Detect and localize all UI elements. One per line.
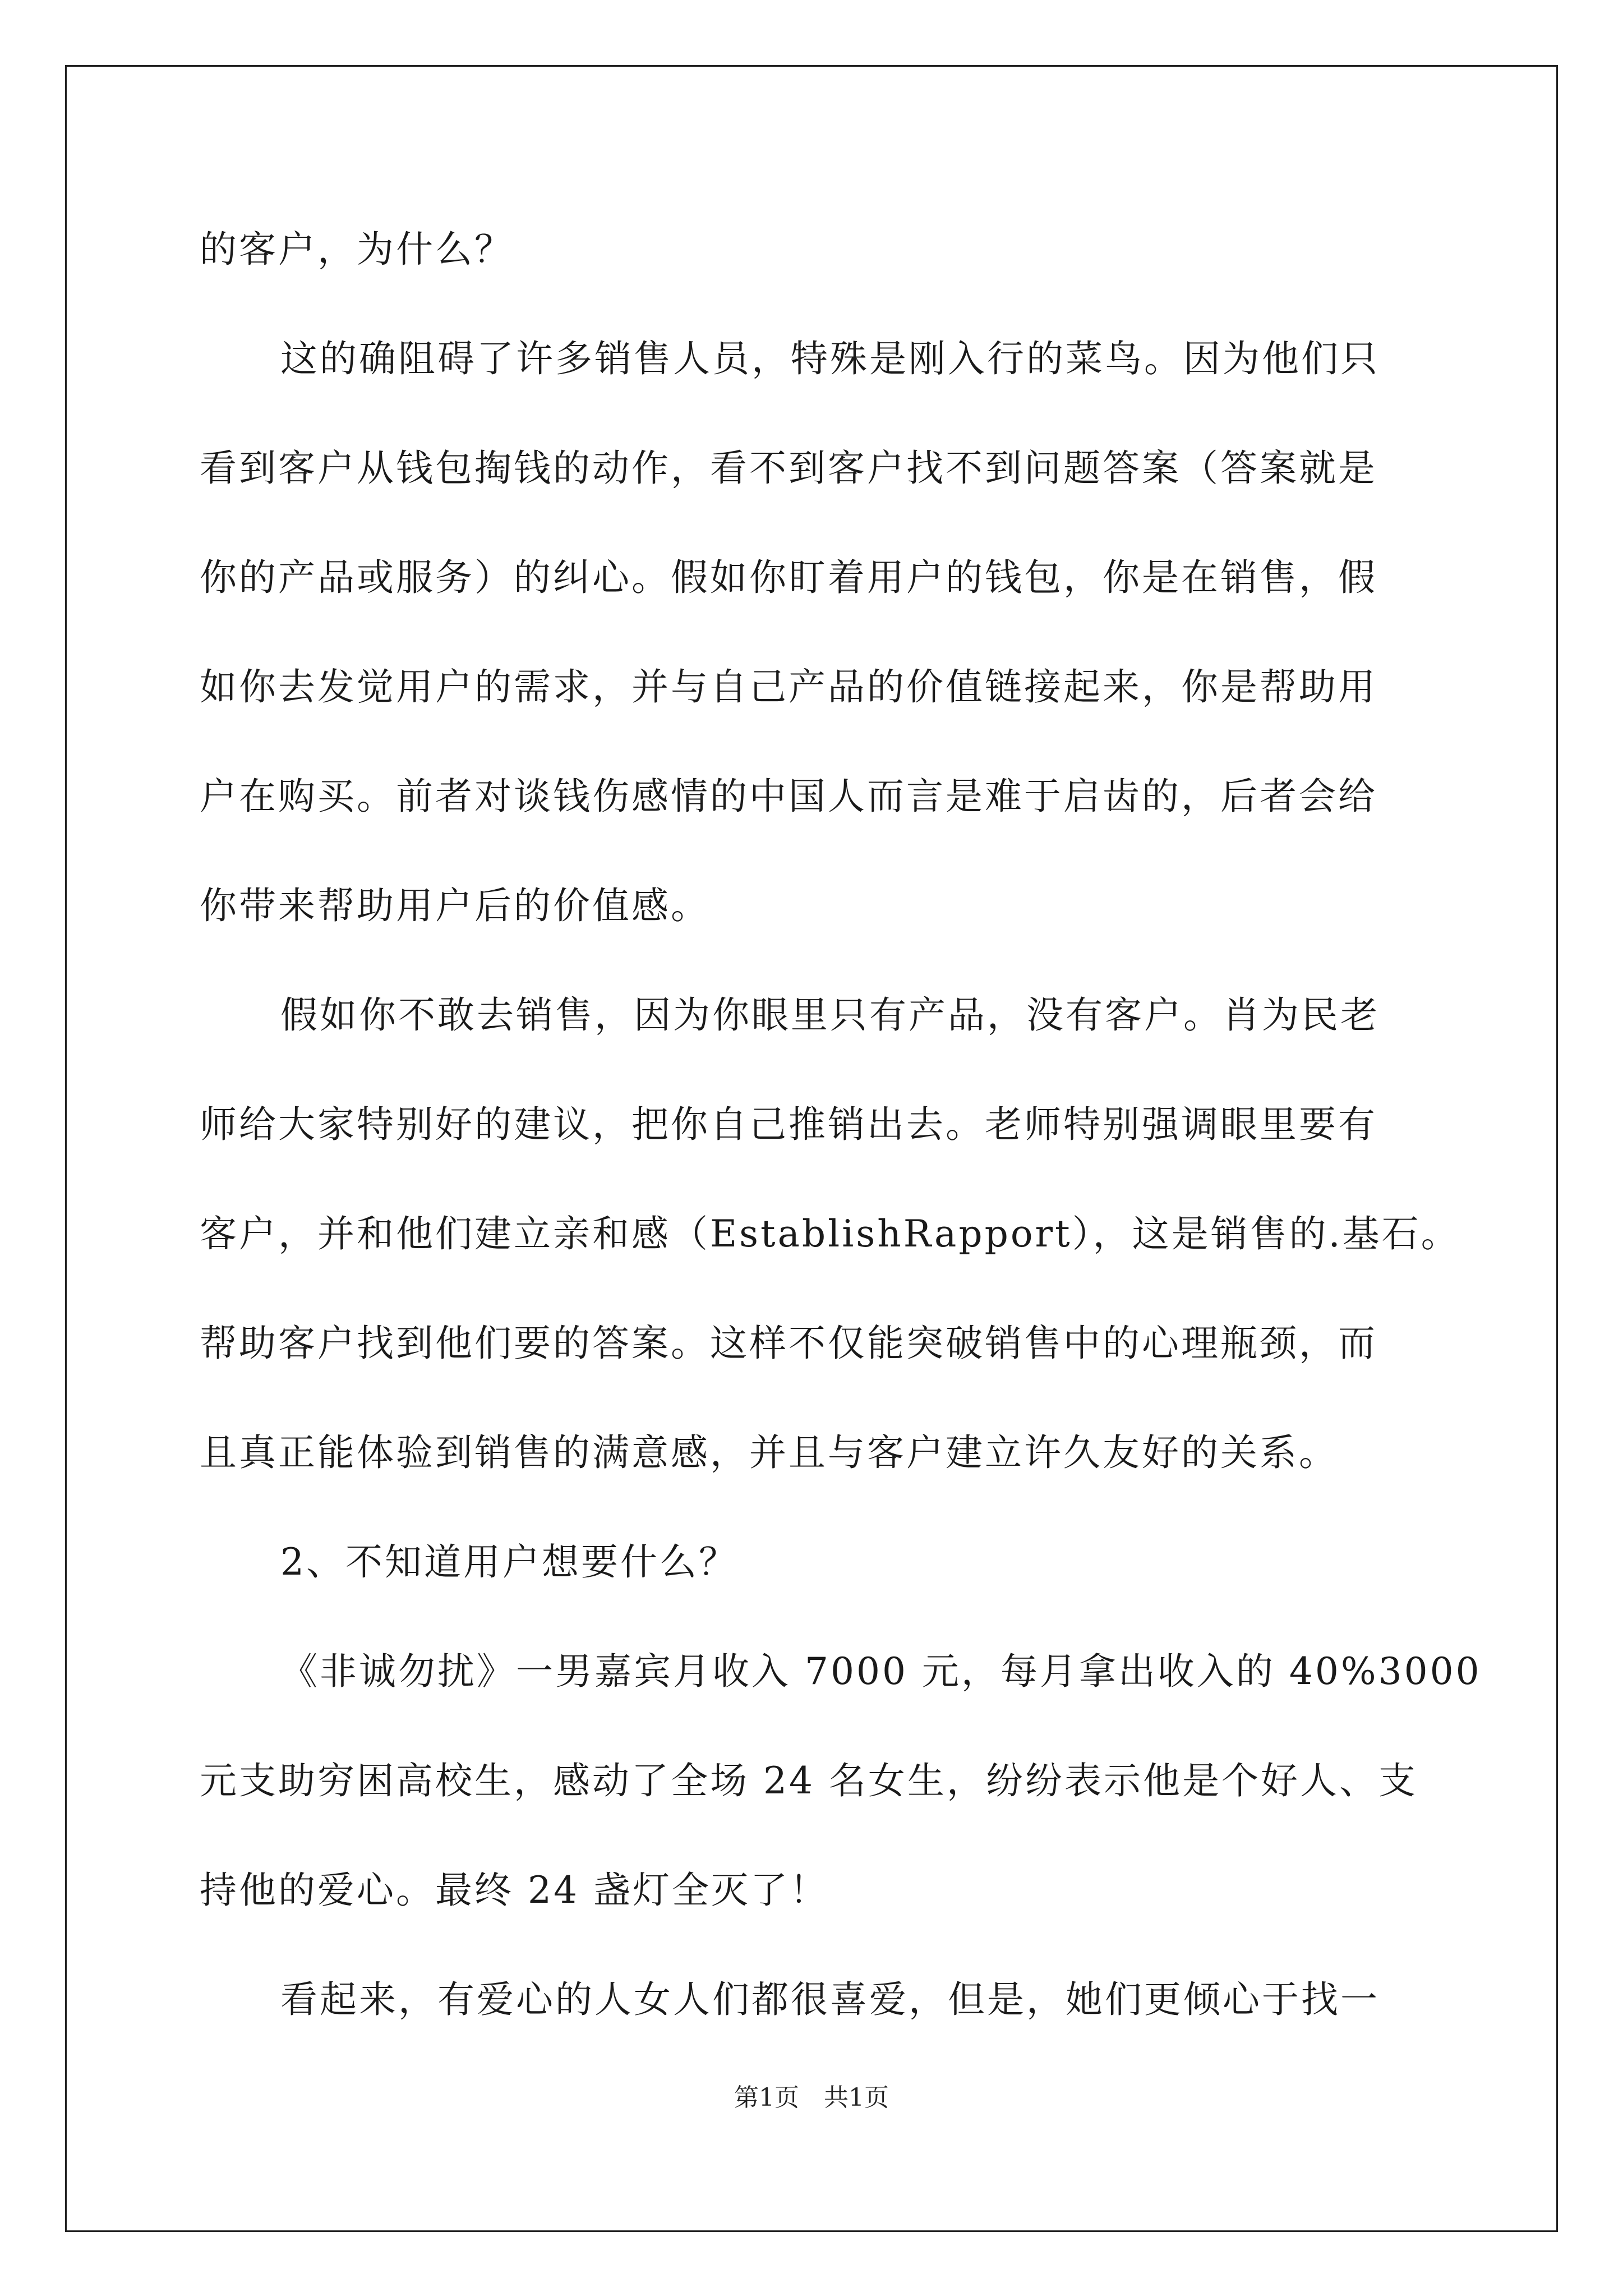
text-line: 看到客户从钱包掏钱的动作，看不到客户找不到问题答案（答案就是 [200,447,1377,490]
text-line: 这的确阻碍了许多销售人员，特殊是刚入行的菜鸟。因为他们只 [280,337,1380,380]
text-line: 2、不知道用户想要什么？ [280,1540,738,1584]
page-number-footer: 第1页 共1页 [734,2083,889,2112]
text-line: 《非诚勿扰》一男嘉宾月收入 7000 元，每月拿出收入的 40%3000 [280,1650,1482,1693]
text-line: 客户，并和他们建立亲和感（EstablishRapport），这是销售的.基石。 [200,1212,1460,1255]
text-line: 的客户，为什么？ [200,228,514,271]
text-line: 假如你不敢去销售，因为你眼里只有产品，没有客户。肖为民老 [280,993,1380,1037]
text-line: 如你去发觉用户的需求，并与自己产品的价值链接起来，你是帮助用 [200,665,1377,708]
text-line: 户在购买。前者对谈钱伤感情的中国人而言是难于启齿的，后者会给 [200,775,1377,818]
text-line: 你的产品或服务）的纠心。假如你盯着用户的钱包，你是在销售，假 [200,556,1377,599]
text-line: 帮助客户找到他们要的答案。这样不仅能突破销售中的心理瓶颈，而 [200,1322,1377,1365]
text-line: 元支助穷困高校生，感动了全场 24 名女生，纷纷表示他是个好人、支 [200,1759,1418,1802]
text-line: 持他的爱心。最终 24 盏灯全灭了！ [200,1869,829,1912]
text-line: 你带来帮助用户后的价值感。 [200,884,710,927]
text-line: 师给大家特别好的建议，把你自己推销出去。老师特别强调眼里要有 [200,1103,1377,1146]
text-line: 看起来，有爱心的人女人们都很喜爱，但是，她们更倾心于找一 [280,1978,1380,2021]
text-line: 且真正能体验到销售的满意感，并且与客户建立许久友好的关系。 [200,1431,1338,1474]
